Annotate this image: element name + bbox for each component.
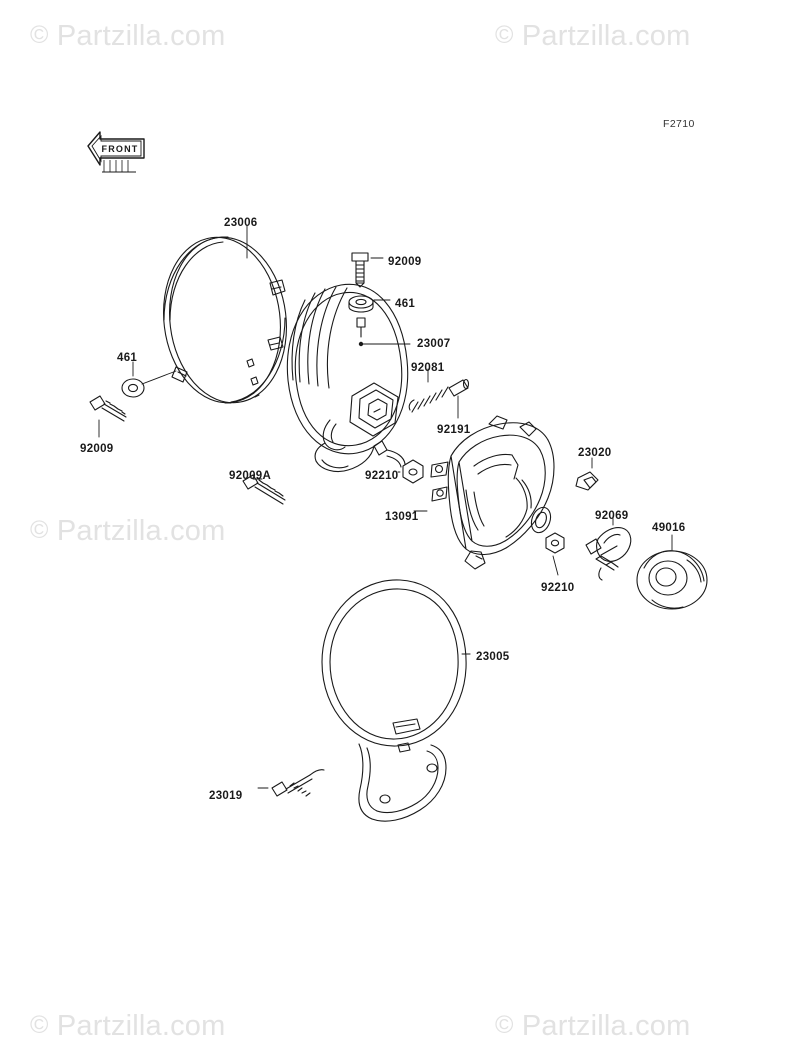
callout-461-left: 461 bbox=[117, 352, 138, 364]
part-23020-clip bbox=[576, 472, 598, 490]
part-49016-cap bbox=[637, 551, 707, 609]
part-92210-upper bbox=[403, 460, 423, 483]
figure-number: F2710 bbox=[663, 118, 695, 130]
part-92009-screw-top bbox=[352, 253, 368, 287]
callout-23006: 23006 bbox=[224, 217, 258, 229]
callout-49016: 49016 bbox=[652, 522, 686, 534]
callout-92210-lower: 92210 bbox=[541, 582, 575, 594]
part-23007-lamp-body bbox=[287, 284, 407, 471]
front-marker-text: FRONT bbox=[101, 144, 139, 154]
part-23005-lens bbox=[322, 580, 466, 821]
part-23006-rim bbox=[154, 231, 295, 410]
watermark-bottom-right: © Partzilla.com bbox=[495, 1010, 691, 1042]
watermark-middle-left: © Partzilla.com bbox=[30, 515, 226, 547]
watermark-bottom-left: © Partzilla.com bbox=[30, 1010, 226, 1042]
callout-23007: 23007 bbox=[417, 338, 451, 350]
part-23019-screw bbox=[272, 770, 324, 796]
callout-23005: 23005 bbox=[476, 651, 510, 663]
part-92081-spring bbox=[409, 387, 448, 412]
part-13091-bracket bbox=[431, 416, 554, 569]
callout-92191: 92191 bbox=[437, 424, 471, 436]
callout-461-top: 461 bbox=[395, 298, 416, 310]
callout-92210-upper: 92210 bbox=[365, 470, 399, 482]
part-92069-bulb bbox=[586, 528, 631, 580]
callout-92009A: 92009A bbox=[229, 470, 272, 482]
part-461-washer-left bbox=[122, 379, 144, 397]
part-92191-tube bbox=[449, 380, 469, 397]
callout-23019: 23019 bbox=[209, 790, 243, 802]
watermark-top-right: © Partzilla.com bbox=[495, 20, 691, 52]
front-direction-marker bbox=[84, 128, 150, 178]
watermark-top-left: © Partzilla.com bbox=[30, 20, 226, 52]
callout-92009-left: 92009 bbox=[80, 443, 114, 455]
part-92009-screw-left bbox=[90, 396, 126, 421]
callout-92009-top: 92009 bbox=[388, 256, 422, 268]
callout-23020: 23020 bbox=[578, 447, 612, 459]
part-92210-lower bbox=[546, 533, 564, 553]
callout-13091: 13091 bbox=[385, 511, 419, 523]
callout-92069: 92069 bbox=[595, 510, 629, 522]
callout-92081: 92081 bbox=[411, 362, 445, 374]
